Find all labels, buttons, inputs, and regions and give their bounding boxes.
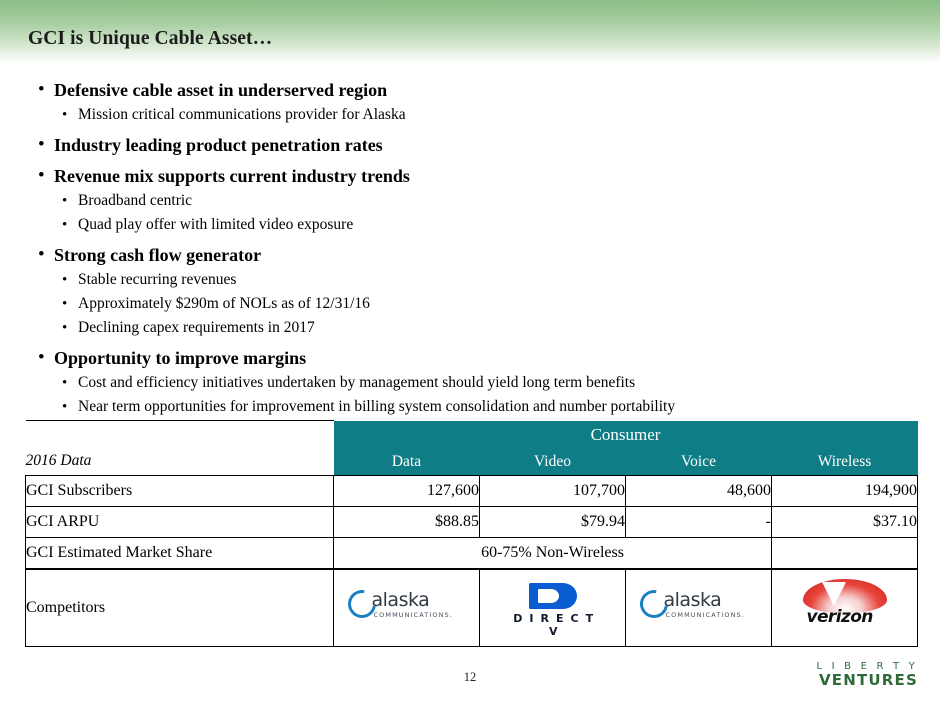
table-row — [26, 475, 918, 506]
bullet-item — [28, 244, 918, 266]
table-row — [26, 537, 918, 569]
cell-subscribers-data: 127,600 — [334, 475, 480, 506]
alaska-subtext: COMMUNICATIONS. — [665, 611, 745, 619]
alaska-wordmark: alaska — [663, 589, 722, 611]
bullet-text: Cost and efficiency initiatives undertaken by management should yield long term benefits — [78, 374, 636, 391]
alaska-communications-icon — [348, 588, 466, 622]
bullet-text: Declining capex requirements in 2017 — [78, 319, 315, 336]
competitor-logo-cell-wireless — [772, 569, 918, 647]
bullet-marker: • — [38, 79, 45, 100]
column-header-wireless: Wireless — [772, 448, 918, 476]
bullet-item — [28, 397, 918, 417]
table-row — [26, 506, 918, 537]
bullet-marker: • — [38, 165, 45, 186]
bullet-marker: • — [38, 347, 45, 368]
group-header-consumer: Consumer — [334, 421, 918, 448]
bullet-marker: • — [38, 134, 45, 155]
bullet-text: Defensive cable asset in underserved region — [54, 80, 388, 100]
competitor-logo-cell-data — [334, 569, 480, 647]
bullet-item — [28, 294, 918, 314]
bullet-item — [28, 373, 918, 393]
bullet-item — [28, 165, 918, 187]
cell-market-share-wireless-empty — [772, 537, 918, 569]
bullet-text: Stable recurring revenues — [78, 271, 237, 288]
column-header-data: Data — [334, 448, 480, 476]
cell-arpu-data: $88.85 — [334, 506, 480, 537]
empty-corner-top — [26, 421, 334, 448]
bullet-marker: • — [62, 399, 68, 415]
bullet-marker: • — [62, 107, 68, 123]
table-row-group-header — [26, 421, 918, 448]
bullet-text: Industry leading product penetration rates — [54, 135, 383, 155]
cell-arpu-video: $79.94 — [480, 506, 626, 537]
bullet-marker: • — [62, 320, 68, 336]
bullet-marker: • — [62, 375, 68, 391]
bullet-text: Strong cash flow generator — [54, 245, 262, 265]
cell-arpu-wireless: $37.10 — [772, 506, 918, 537]
directv-dish-icon — [529, 583, 577, 609]
row-label-market-share: GCI Estimated Market Share — [26, 537, 334, 569]
liberty-ventures-logo — [816, 662, 918, 688]
liberty-wordmark-line2: VENTURES — [818, 670, 918, 689]
bullet-marker: • — [62, 217, 68, 233]
row-label-competitors: Competitors — [26, 569, 334, 647]
bullet-text: Mission critical communications provider for Alaska — [78, 106, 406, 123]
bullet-text: Near term opportunities for improvement in billing system consolidation and number portability — [78, 398, 676, 415]
column-header-voice: Voice — [626, 448, 772, 476]
bullet-item — [28, 134, 918, 156]
bullet-list — [28, 70, 918, 417]
competitor-logo-cell-video — [480, 569, 626, 647]
page-number: 12 — [463, 670, 477, 684]
gci-metrics-table — [25, 420, 918, 647]
bullet-item — [28, 318, 918, 338]
bullet-marker: • — [62, 296, 68, 312]
bullet-item — [28, 105, 918, 125]
bullet-item — [28, 347, 918, 369]
competitor-logo-cell-voice — [626, 569, 772, 647]
alaska-subtext: COMMUNICATIONS. — [373, 611, 453, 619]
verizon-checkmark-icon — [822, 582, 846, 606]
alaska-communications-icon — [640, 588, 758, 622]
cell-subscribers-wireless: 194,900 — [772, 475, 918, 506]
bullet-marker: • — [62, 272, 68, 288]
cell-subscribers-voice: 48,600 — [626, 475, 772, 506]
bullet-marker: • — [62, 193, 68, 209]
column-header-video: Video — [480, 448, 626, 476]
bullet-text: Broadband centric — [78, 192, 193, 209]
bullet-text: Revenue mix supports current industry trends — [54, 166, 410, 186]
bullet-marker: • — [38, 244, 45, 265]
row-label-gci-arpu: GCI ARPU — [26, 506, 334, 537]
verizon-icon — [789, 579, 901, 631]
bullet-item — [28, 191, 918, 211]
bullet-item — [28, 79, 918, 101]
cell-arpu-voice: - — [626, 506, 772, 537]
verizon-wordmark: verizon — [806, 607, 873, 627]
table-row-column-headers — [26, 448, 918, 476]
cell-subscribers-video: 107,700 — [480, 475, 626, 506]
bullet-text: Opportunity to improve margins — [54, 348, 307, 368]
row-label-gci-subscribers: GCI Subscribers — [26, 475, 334, 506]
bullet-item — [28, 270, 918, 290]
corner-label: 2016 Data — [25, 452, 92, 469]
directv-icon — [507, 583, 599, 638]
table-row-competitors — [26, 569, 918, 647]
cell-market-share-value: 60-75% Non-Wireless — [334, 537, 772, 569]
page-title: GCI is Unique Cable Asset… — [28, 28, 273, 49]
liberty-wordmark-line1: L I B E R T Y — [816, 661, 918, 672]
bullet-text: Quad play offer with limited video exposure — [78, 216, 354, 233]
directv-wordmark: D I R E C T V — [513, 612, 595, 638]
alaska-wordmark: alaska — [371, 589, 430, 611]
bullet-text: Approximately $290m of NOLs as of 12/31/16 — [78, 295, 370, 312]
bullet-item — [28, 215, 918, 235]
